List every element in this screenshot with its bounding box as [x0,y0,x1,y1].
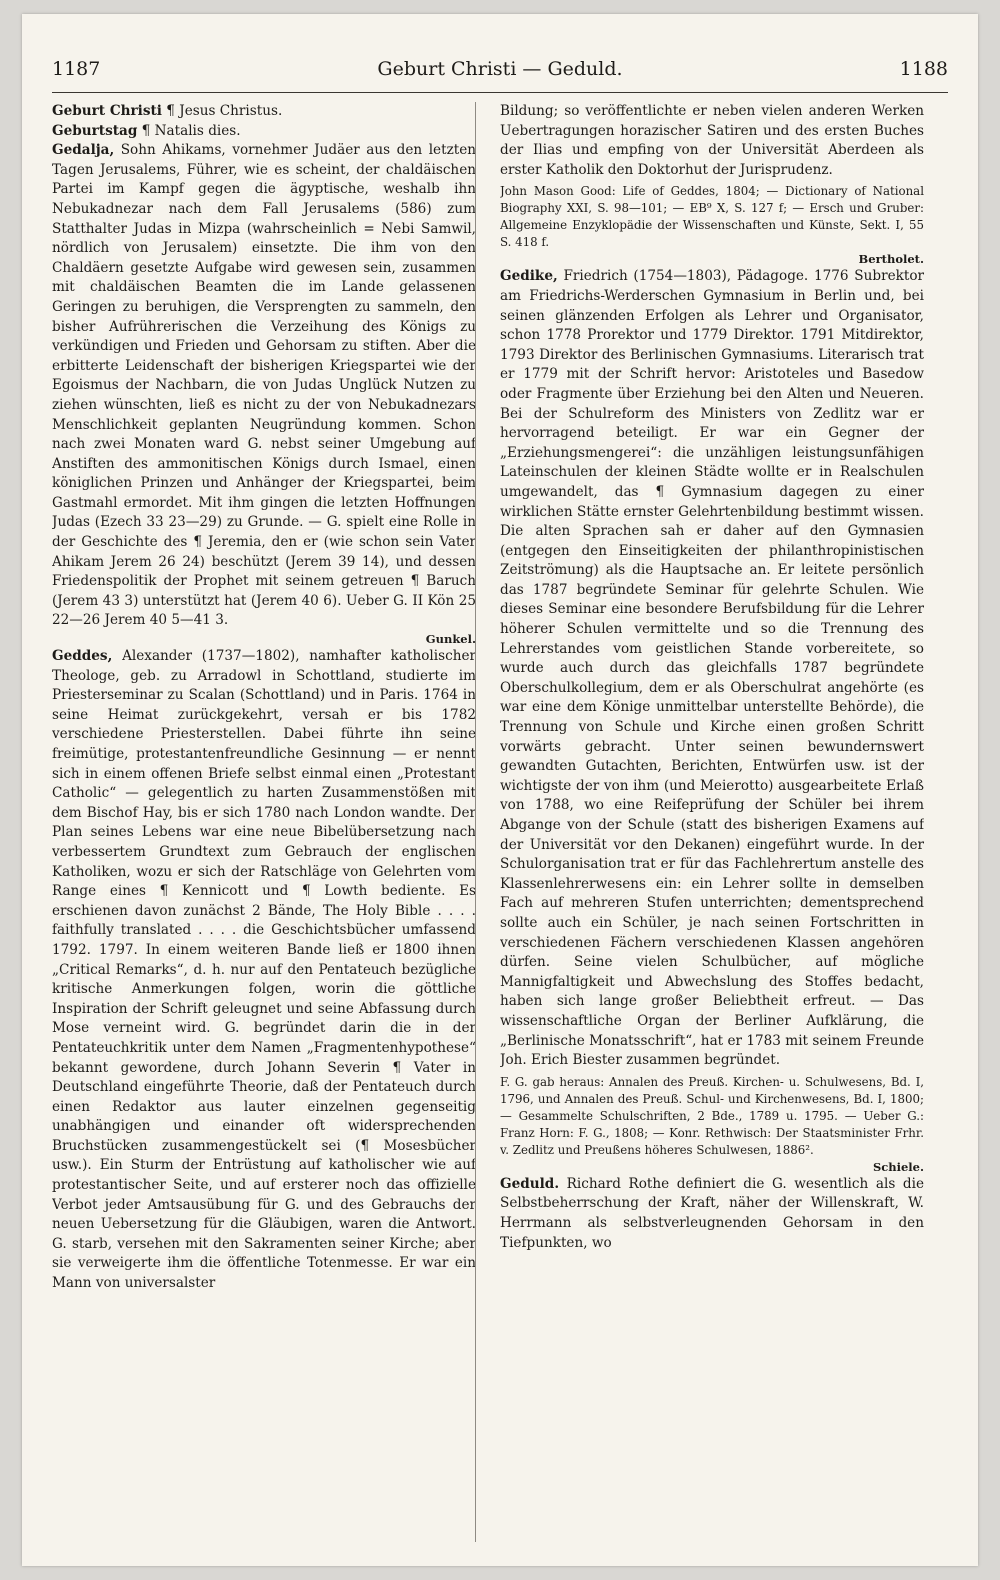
author-signature: Schiele. [872,1159,924,1174]
entry-text: Friedrich (1754—1803), Pädagoge. 1776 Subrektor am Friedrichs-Werderschen Gymnasium in Berlin und, bei seinen glänzenden Erfolgen als Lehrer und Organisator, schon 1778 Prorektor und 1779 Direktor. 1791 Mitdirektor, 1793 Direktor des Berlinischen Gymnasiums. Literarisch trat er 1779 mit der Schrift hervor: Aristoteles und Basedow oder Fragmente über Erziehung bei den Alten und Neueren. Bei der Schulreform des Ministers von Zedlitz war er hervorragend beteiligt. Er war ein Gegner der „Erziehungsmengerei“: die unzähligen leistungsunfähigen Lateinschulen der kleinen Städte wollte er in Realschulen umgewandelt, das ¶ Gymnasium dagegen zu einer wirklichen Stätte ernster Gelehrtenbildung bestimmt wissen. Die alten Sprachen sah er daher auf den Gymnasien (entgegen den Einseitigkeiten der philanthropinistischen Zeitströmung) als die Hauptsache an. Er leitete persönlich das 1787 begründete Seminar für gelehrte Schulen. Wie dieses Seminar eine besondere Berufsbildung für die Lehrer höherer Schulen vermittelte und so die Trennung des Lehrerstandes vom geistlichen Stande vorbereitete, so wurde auch durch das gleichfalls 1787 begründete Oberschulkollegium, dem er als Oberschulrat angehörte (es war eine dem Könige unmittelbar unterstellte Behörde), die Trennung von Schule und Kirche einen großen Schritt vorwärts gebracht. Unter seinen bewundernswert gewandten Gutachten, Berichten, Entwürfen usw. ist der wichtigste der von ihm (und Meierotto) ausgearbeitete Erlaß von 1788, wo eine Reifeprüfung der Schüler bei ihrem Abgange von der Schule (statt des bisherigen Examens auf der Universität vor den Dekanen) eingeführt wurde. In der Schulorganisation trat er für das Fachlehrertum anstelle des Klassenlehrerwesens ein: ein Lehrer sollte in demselben Fach auf mehreren Stufen unterrichten; dementsprechend sollte auch ein Schüler, je nach seinen Fortschritten in verschiedenen Fächern verschiedenen Klassen angehören dürfen. Seine vielen Schulbücher, auf mögliche Mannigfaltigkeit und Abwechslung des Stoffes bedacht, haben sich lange großer Beliebtheit erfreut. — Das wissenschaftliche Organ der Berliner Aufklärung, die „Berlinische Monatsschrift“, hat er 1783 mit seinem Freunde Joh. Erich Biester zusammen begründet. [500,268,924,1069]
entry-text: Sohn Ahikams, vornehmer Judäer aus den letzten Tagen Jerusalems, Führer, wie es scheint, der chaldäischen Partei im Kampf gegen die ägyptische, weshalb ihn Nebukadnezar nach dem Fall Jerusalems (586) zum Statthalter Judas in Mizpa (wahrscheinlich = Nebi Samwil, nördlich von Jerusalem) einsetzte. Die ihm von den Chaldäern gesetzte Aufgabe wird gewesen sein, zusammen mit chaldäischen Beamten die im Lande gelassenen Geringen zu beruhigen, die Versprengten zu sammeln, den bisher Aufrührerischen die Verzeihung des Königs zu verkündigen und Frieden und Gehorsam zu stiften. Aber die erbitterte Leidenschaft der bisherigen Kriegspartei wie der Egoismus der Nachbarn, die von Judas Unglück Nutzen zu ziehen wünschten, ließ es nicht zu der von Nebukadnezars Menschlichkeit geplanten Neugründung kommen. Schon nach zwei Monaten ward G. nebst seiner Umgebung auf Anstiften des ammonitischen Königs durch Ismael, einen königlichen Prinzen und Anhänger der Kriegspartei, beim Gastmahl ermordet. Mit ihm gingen die letzten Hoffnungen Judas (Ezech 33 23—29) zu Grunde. — G. spielt eine Rolle in der Geschichte des ¶ Jeremia, den er (wie schon sein Vater Ahikam Jerem 26 24) beschützt (Jerem 39 14), und dessen Friedenspolitik der Prophet mit seinem getreuen ¶ Baruch (Jerem 43 3) unterstützt hat (Jerem 40 6). Ueber G. II Kön 25 22—26 Jerem 40 5—41 3. [52,142,476,629]
entry-geburt-christi [52,102,476,122]
lemma: Geduld. [500,1175,560,1192]
right-column [500,102,924,1542]
running-header [52,58,948,92]
page-number-right: 1188 [899,58,948,80]
running-title: Geburt Christi — Geduld. [377,58,623,80]
author-signature: Bertholet. [858,252,924,267]
lemma: Gedike, [500,268,558,285]
bibliography-text: F. G. gab heraus: Annalen des Preuß. Kirchen- u. Schulwesens, Bd. I, 1796, und Annalen des Preuß. Schul- und Kirchenwesens, Bd. I, 1800; — Gesammelte Schulschriften, 2 Bde., 1789 u. 1795. — Ueber G.: Franz Horn: F. G., 1808; — Konr. Rethwisch: Der Staatsminister Frhr. v. Zedlitz und Preußens höheres Schulwesen, 1886². [500,1074,924,1157]
bibliography-text: John Mason Good: Life of Geddes, 1804; — Dictionary of National Biography XXI, S. 98—101; — EB⁹ X, S. 127 f; — Ersch und Gruber: Allgemeine Enzyklopädie der Wissenschaften und Künste, Sekt. I, 55 S. 418 f. [500,184,924,250]
lemma: Geburtstag [52,122,138,139]
bibliography [500,1074,924,1159]
entry-text: Richard Rothe definiert die G. wesentlich als die Selbstbeherrschung der Kraft, näher der Willenskraft, W. Herrmann als selbstverleugnenden Gehorsam in den Tiefpunkten, wo [500,1175,924,1251]
entry-geddes-continued [500,102,924,180]
entry-text: Alexander (1737—1802), namhafter katholischer Theologe, geb. zu Arradowl in Schottland, studierte im Priesterseminar zu Scalan (Schottland) und in Paris. 1764 in seine Heimat zurückgekehrt, versah er bis 1782 verschiedene Priesterstellen. Dabei führte ihn seine freimütige, protestantenfreundliche Gesinnung — er nennt sich in einem offenen Briefe selbst einmal einen „Protestant Catholic“ — gelegentlich zu harten Zusammenstößen mit dem Bischof Hay, bis er sich 1780 nach London wandte. Der Plan seines Lebens war eine neue Bibelübersetzung nach verbessertem Grundtext zum Gebrauch der englischen Katholiken, wozu er sich der Ratschläge von Gelehrten vom Range eines ¶ Kennicott und ¶ Lowth bediente. Es erschienen davon zunächst 2 Bände, The Holy Bible . . . . faithfully translated . . . . die Geschichtsbücher umfassend 1792. 1797. In einem weiteren Bande ließ er 1800 ihnen „Critical Remarks“, d. h. nur auf den Pentateuch bezügliche kritische Anmerkungen folgen, worin die göttliche Inspiration der Schrift geleugnet und seine Abfassung durch Mose verneint wird. G. begründet darin die in der Pentateuchkritik unter dem Namen „Fragmentenhypothese“ bekannt gewordene, durch Johann Severin ¶ Vater in Deutschland eingeführte Theorie, daß der Pentateuch durch einen Redaktor aus lauter einzelnen gegenseitig unabhängigen und einander oft widersprechenden Bruchstücken zusammengestückelt sei (¶ Mosesbücher usw.). Ein Sturm der Entrüstung auf katholischer wie auf protestantischer Seite, und auf ersterer noch das offizielle Verbot jeder Amtsausübung für G. und des Gebrauchs der neuen Uebersetzung für die Gläubigen, waren die Antwort. G. starb, versehen mit den Sakramenten seiner Kirche; aber sie verweigerte ihm die öffentliche Totenmesse. Er war ein Mann von universalster [52,648,476,1292]
entry-gedalja [52,141,476,631]
lemma: Geburt Christi [52,103,162,119]
entry-geddes [52,647,476,1294]
entry-text: ¶ Natalis dies. [137,122,241,139]
lemma: Geddes, [52,648,113,665]
bibliography [500,183,924,251]
column-divider [475,102,476,1542]
author-signature: Gunkel. [425,632,476,647]
left-column [52,102,476,1542]
entry-gedike [500,267,924,1070]
entry-text: ¶ Jesus Christus. [161,103,283,119]
header-rule [52,92,948,93]
page [22,14,978,1566]
entry-text: Bildung; so veröffentlichte er neben vielen anderen Werken Uebertragungen horazischer Satiren und des ersten Buches der Ilias und empfing von der Universität Aberdeen als erster Katholik den Doktorhut der Jurisprudenz. [500,103,924,178]
entry-geduld [500,1175,924,1253]
lemma: Gedalja, [52,142,115,159]
entry-geburtstag [52,122,476,142]
page-number-left: 1187 [52,58,101,80]
